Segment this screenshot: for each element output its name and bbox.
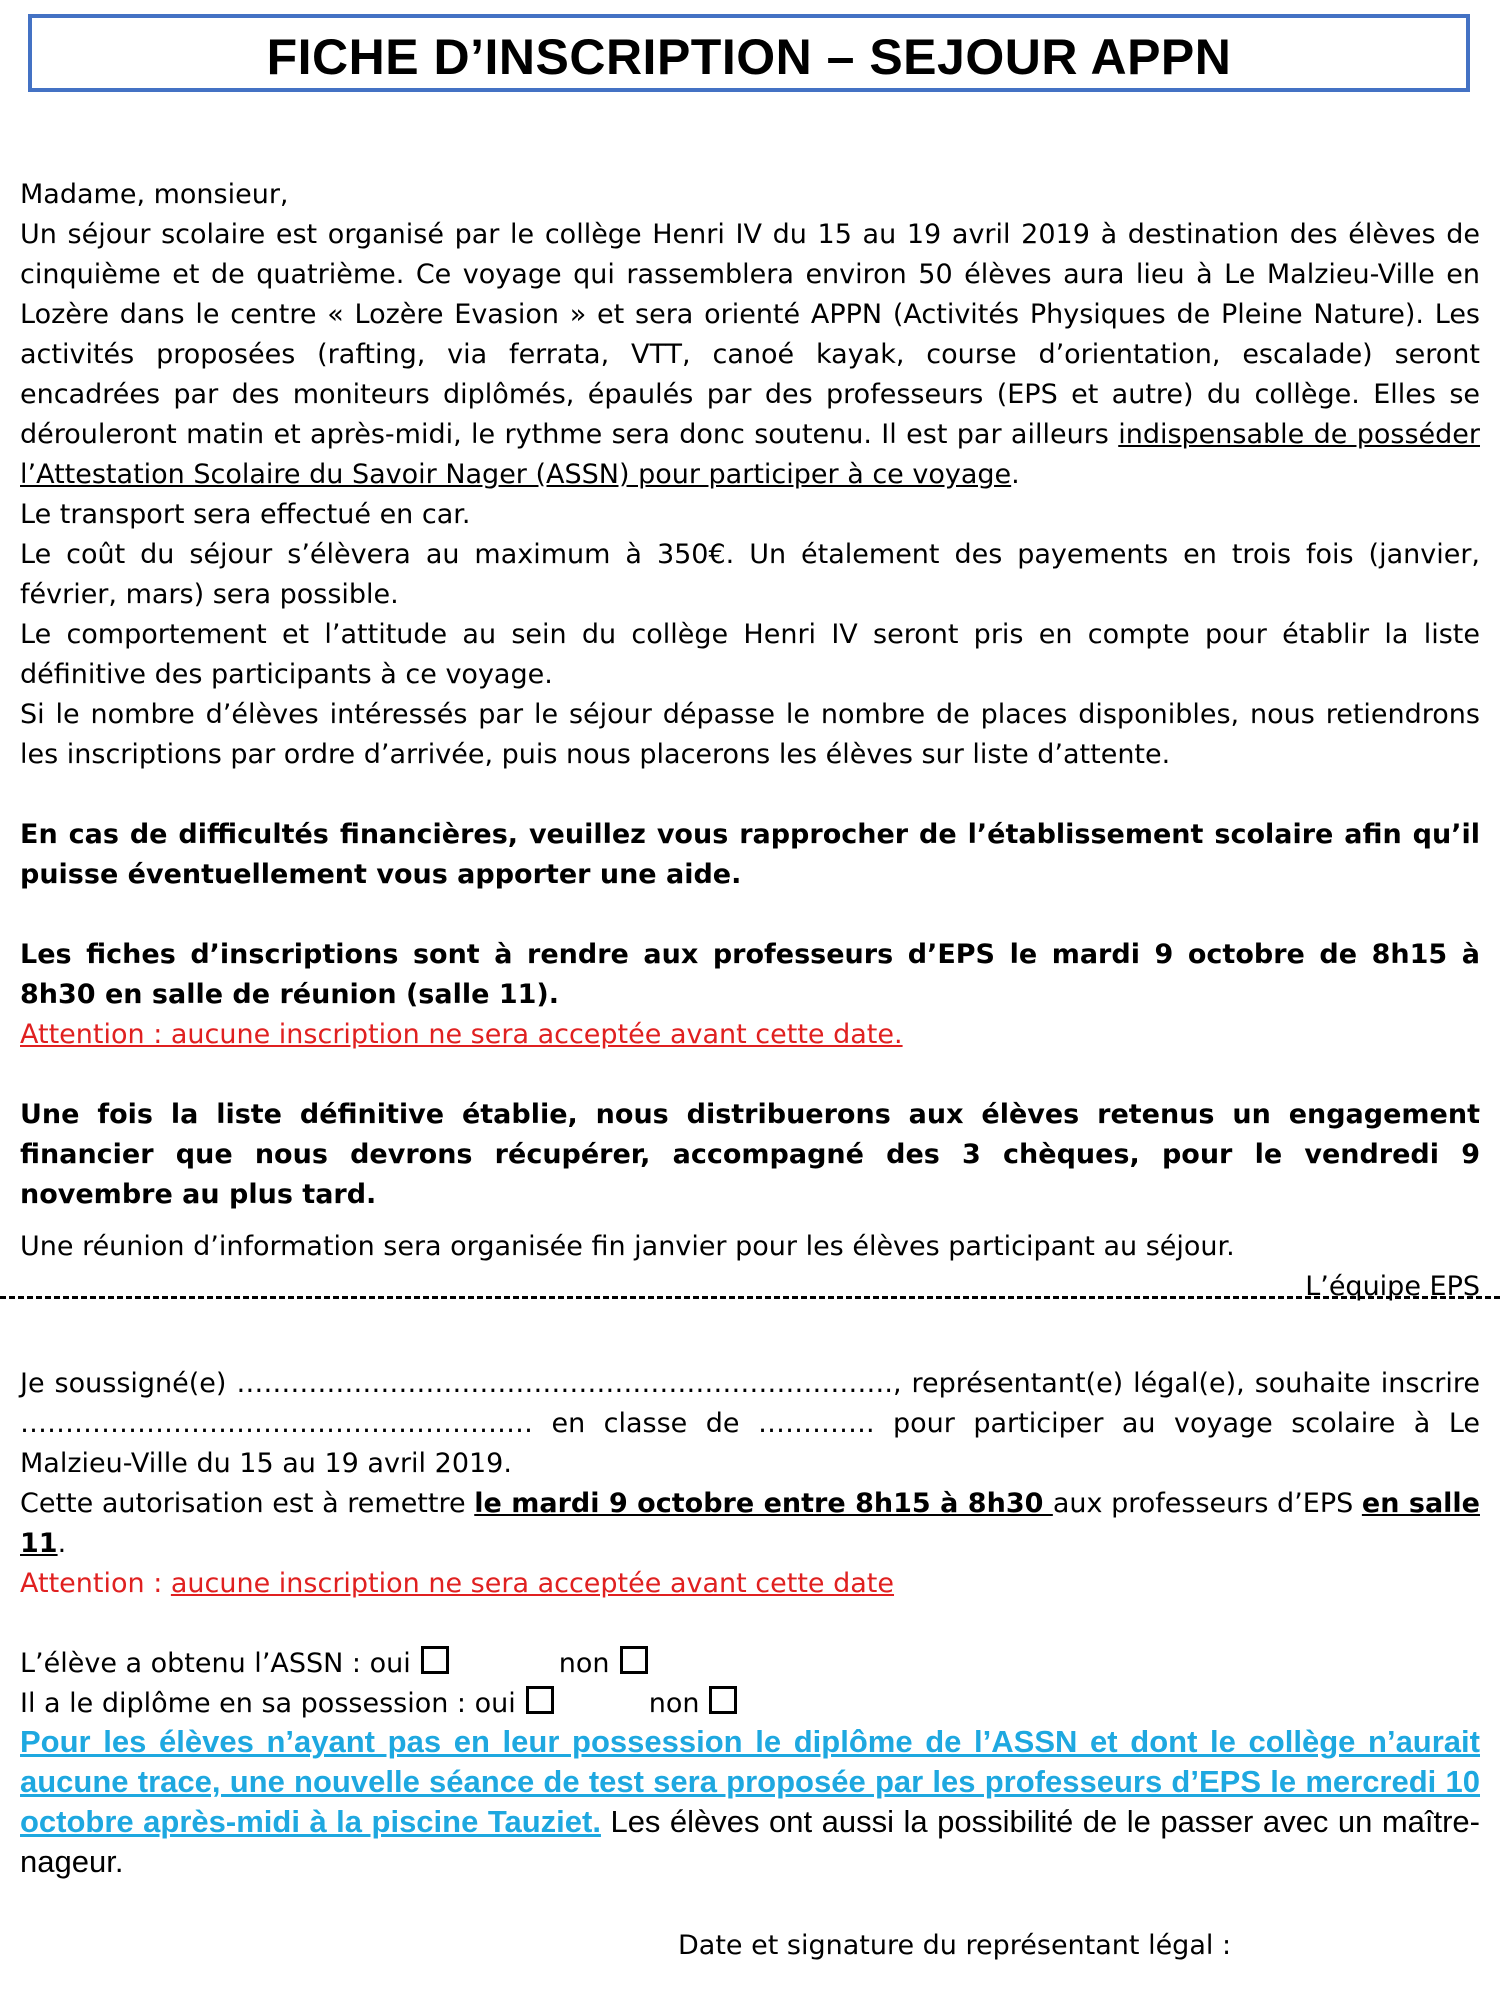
auth-pre: Cette autorisation est à remettre: [20, 1488, 475, 1519]
signature-label: Date et signature du représentant légal :: [678, 1930, 1232, 1961]
auth-date: le mardi 9 octobre entre 8h15 à 8h30: [474, 1488, 1053, 1519]
assn-question-row: [20, 1644, 1480, 1684]
greeting: Madame, monsieur,: [20, 179, 289, 210]
cost-text: Le coût du séjour s’élèvera au maximum à 350€. Un étalement des payements en trois fois (janvier, février, mars) sera possible.: [20, 539, 1480, 610]
behavior-text: Le comportement et l’attitude au sein du collège Henri IV seront pris en compte pour établir la liste définitive des participants à ce voyage.: [20, 619, 1480, 690]
authorization-text: [20, 1484, 1480, 1564]
diploma-question-row: [20, 1684, 1480, 1724]
assn-no-checkbox[interactable]: [620, 1646, 648, 1674]
registration-form: [20, 1364, 1480, 1724]
registration-statement: Je soussigné(e) ………………………………………………………………., représentant(e) légal(e), souhaite inscrire ………………………………………………… en classe de …………. pour participer au voyage scolaire à Le Malzieu-Ville du 15 au 19 avril 2019.: [20, 1368, 1480, 1479]
assn-yes-checkbox[interactable]: [421, 1646, 449, 1674]
deadline-text: Les fiches d’inscriptions sont à rendre aux professeurs d’EPS le mardi 9 octobre de 8h15 à 8h30 en salle de réunion (salle 11).: [20, 939, 1480, 1010]
diploma-no-label: non: [648, 1688, 700, 1719]
assn-requirement: indispensable de posséder l’Attestation Scolaire du Savoir Nager (ASSN) pour participer à ce voyage: [20, 419, 1480, 490]
diploma-yes-checkbox[interactable]: [526, 1686, 554, 1714]
assn-question: L’élève a obtenu l’ASSN : oui: [20, 1648, 411, 1679]
page-title: FICHE D’INSCRIPTION – SEJOUR APPN: [266, 29, 1232, 85]
engagement-text: Une fois la liste définitive établie, nous distribuerons aux élèves retenus un engagement financier que nous devrons récupérer, accompagné des 3 chèques, pour le vendredi 9 novembre au plus tard.: [20, 1099, 1480, 1210]
assn-test-info: Pour les élèves n’ayant pas en leur possession le diplôme de l’ASSN et dont le collège n’aurait aucune trace, une nouvelle séance de test sera proposée par les professeurs d’EPS le mercredi 10 octobre après-midi à la piscine Tauziet.: [20, 1724, 1480, 1839]
diploma-question: Il a le diplôme en sa possession : oui: [20, 1688, 516, 1719]
attention-text: Attention : aucune inscription ne sera acceptée avant cette date.: [20, 1019, 903, 1050]
auth-mid: aux professeurs d’EPS: [1052, 1488, 1362, 1519]
meeting-text: Une réunion d’information sera organisée fin janvier pour les élèves participant au séjour.: [20, 1231, 1235, 1262]
intro-section: [20, 175, 1480, 1307]
diploma-no-checkbox[interactable]: [709, 1686, 737, 1714]
assn-test-note: [20, 1722, 1480, 1882]
form-attention-text: aucune inscription ne sera acceptée avant cette date: [170, 1568, 895, 1599]
title-box: [28, 14, 1470, 92]
auth-room: en salle 11: [20, 1488, 1480, 1559]
form-attention-label: Attention :: [20, 1568, 171, 1599]
lifeguard-info: Les élèves ont aussi la possibilité de le passer avec un maître-nageur.: [20, 1804, 1480, 1879]
financial-help-text: En cas de difficultés financières, veuillez vous rapprocher de l’établissement scolaire afin qu’il puisse éventuellement vous apporter une aide.: [20, 819, 1480, 890]
transport-text: Le transport sera effectué en car.: [20, 499, 471, 530]
auth-end: .: [57, 1528, 67, 1559]
cut-line: [0, 1296, 1500, 1299]
signoff: L’équipe EPS: [1305, 1271, 1480, 1302]
places-text: Si le nombre d’élèves intéressés par le séjour dépasse le nombre de places disponibles, nous retiendrons les inscriptions par ordre d’arrivée, puis nous placerons les élèves sur liste d’attente.: [20, 699, 1480, 770]
assn-no-label: non: [558, 1648, 610, 1679]
intro-text: Un séjour scolaire est organisé par le collège Henri IV du 15 au 19 avril 2019 à destination des élèves de cinquième et de quatrième. Ce voyage qui rassemblera environ 50 élèves aura lieu à Le Malzieu-Ville en Lozère dans le centre « Lozère Evasion » et sera orienté APPN (Activités Physiques de Pleine Nature). Les activités proposées (rafting, via ferrata, VTT, canoé kayak, course d’orientation, escalade) seront encadrées par des moniteurs diplômés, épaulés par des professeurs (EPS et autre) du collège. Elles se dérouleront matin et après-midi, le rythme sera donc soutenu. Il est par ailleurs: [20, 219, 1480, 450]
intro-paragraph: [20, 215, 1480, 495]
form-attention: [20, 1564, 1480, 1604]
intro-end: .: [1011, 459, 1020, 490]
